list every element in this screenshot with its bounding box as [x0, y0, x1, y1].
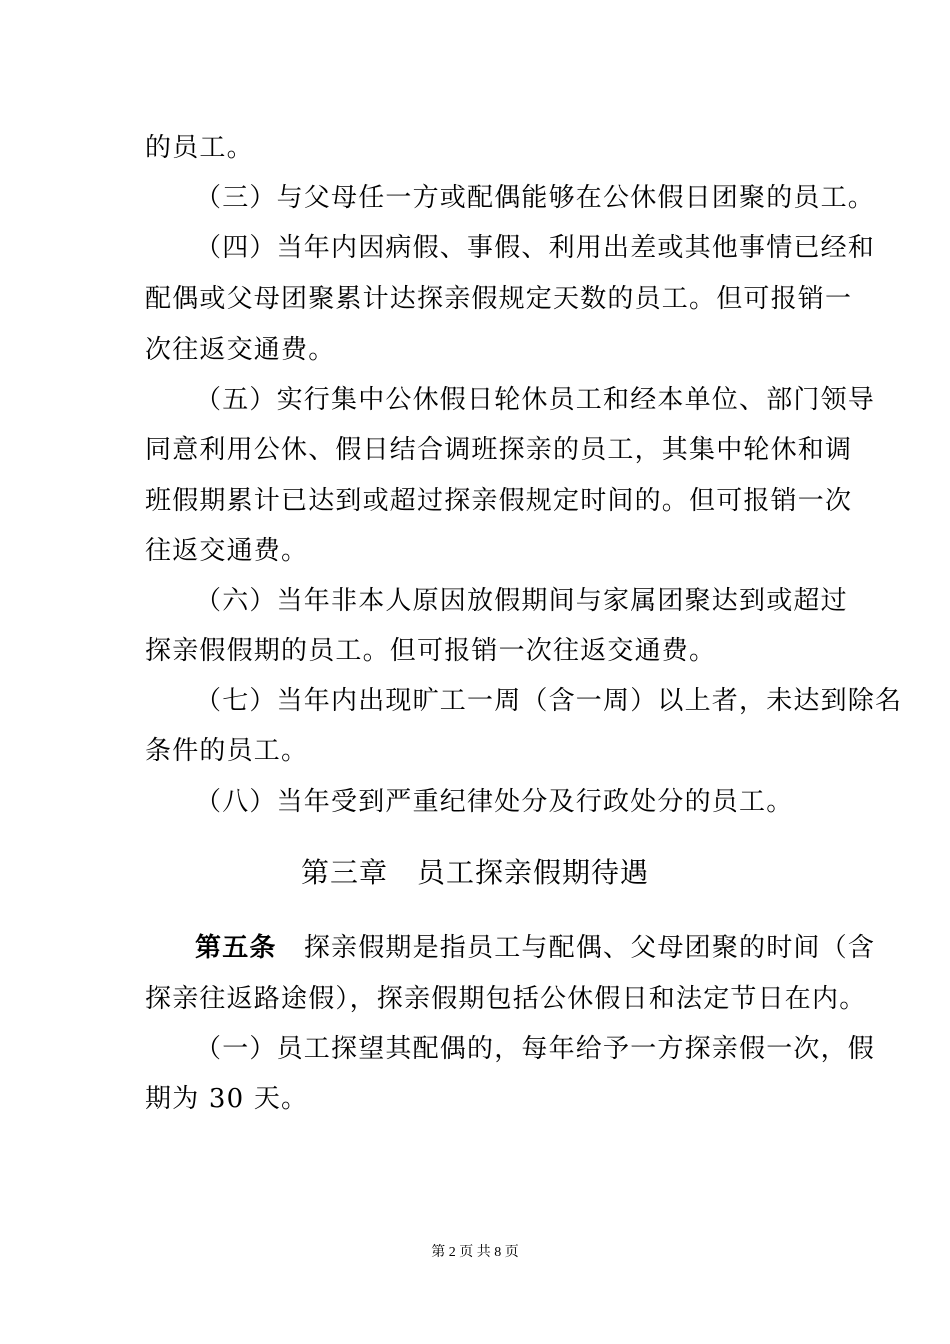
- paragraph-line: 班假期累计已达到或超过探亲假规定时间的。但可报销一次: [145, 486, 853, 516]
- paragraph-line: （八）当年受到严重纪律处分及行政处分的员工。: [195, 787, 794, 817]
- page-number-footer: 第 2 页 共 8 页: [431, 1245, 519, 1260]
- paragraph-line: 配偶或父母团聚累计达探亲假规定天数的员工。但可报销一: [145, 284, 853, 314]
- article-text: 探亲假期是指员工与配偶、父母团聚的时间（含: [303, 933, 876, 963]
- paragraph-line: （五）实行集中公休假日轮休员工和经本单位、部门领导: [195, 385, 876, 415]
- paragraph-line: 的员工。: [145, 133, 254, 163]
- paragraph-line: 探亲假假期的员工。但可报销一次往返交通费。: [145, 636, 717, 666]
- paragraph-line: 期为 30 天。: [145, 1084, 309, 1114]
- paragraph-line: （三）与父母任一方或配偶能够在公休假日团聚的员工。: [195, 183, 876, 213]
- paragraph-line: 探亲往返路途假），探亲假期包括公休假日和法定节日在内。: [145, 984, 867, 1014]
- article-5-line: [195, 932, 876, 964]
- paragraph-line: （六）当年非本人原因放假期间与家属团聚达到或超过: [195, 586, 848, 616]
- paragraph-line: 条件的员工。: [145, 736, 309, 766]
- paragraph-line: （一）员工探望其配偶的，每年给予一方探亲假一次，假: [195, 1034, 876, 1064]
- paragraph-line: 往返交通费。: [145, 536, 309, 566]
- paragraph-line: 同意利用公休、假日结合调班探亲的员工，其集中轮休和调: [145, 435, 853, 465]
- paragraph-line: 次往返交通费。: [145, 335, 336, 365]
- paragraph-line: （七）当年内出现旷工一周（含一周）以上者，未达到除名: [195, 686, 903, 716]
- paragraph-line: （四）当年内因病假、事假、利用出差或其他事情已经和: [195, 233, 876, 263]
- article-label: 第五条: [195, 933, 277, 963]
- chapter-title: 第三章 员工探亲假期待遇: [300, 856, 649, 889]
